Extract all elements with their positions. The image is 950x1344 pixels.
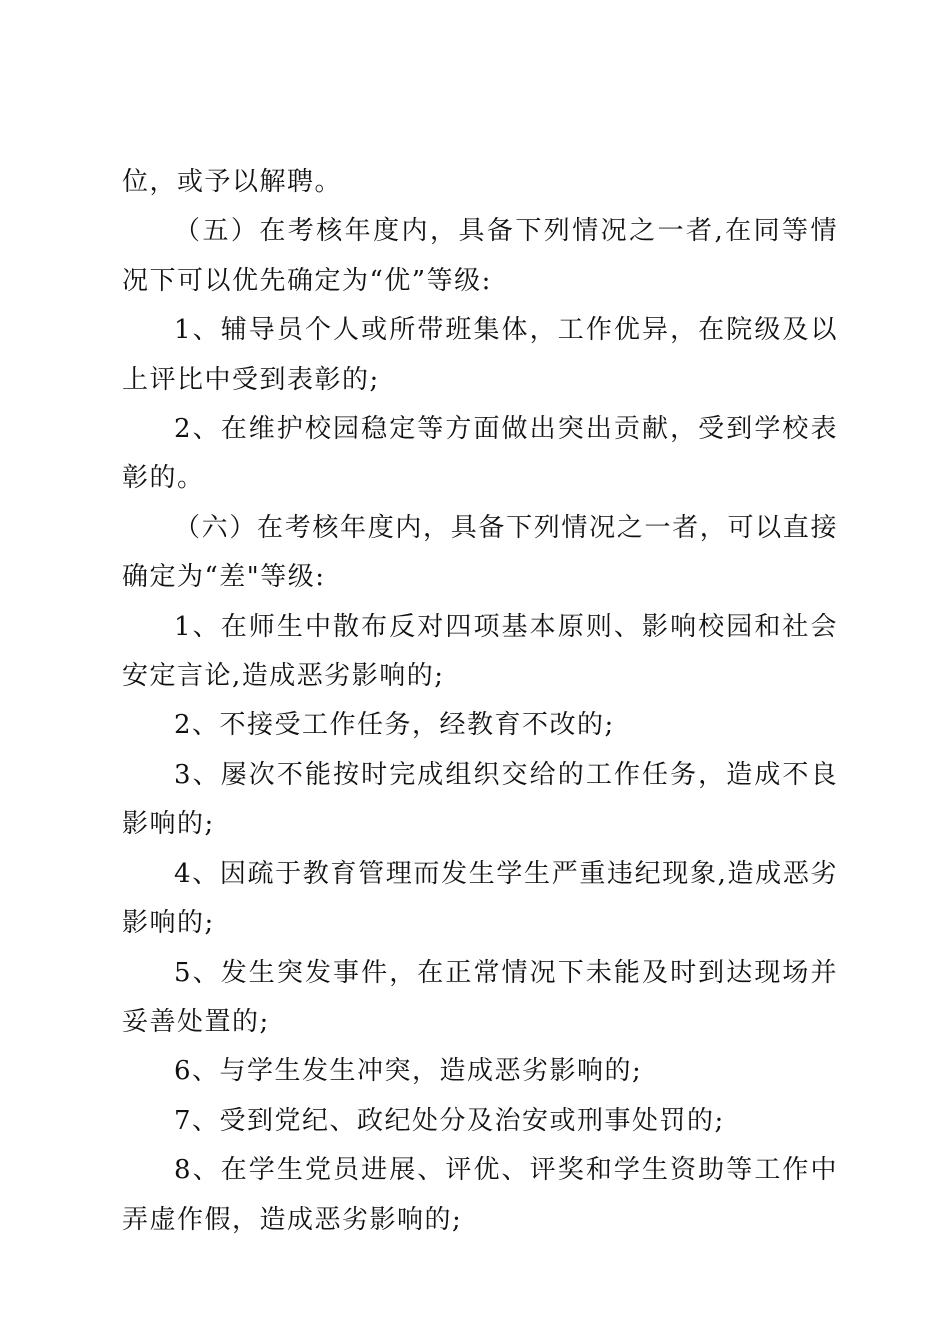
list-item: 2、在维护校园稳定等方面做出突出贡献，受到学校表彰的。 xyxy=(122,414,838,494)
list-item: 1、辅导员个人或所带班集体，工作优异，在院级及以上评比中受到表彰的; xyxy=(122,315,838,395)
paragraph-continuation: 位，或予以解聘。 xyxy=(122,167,343,197)
section-heading-five: （五）在考核年度内，具备下列情况之一者,在同等情况下可以优先确定为“优”等级: xyxy=(122,216,838,296)
list-item: 1、在师生中散布反对四项基本原则、影响校园和社会安定言论,造成恶劣影响的; xyxy=(122,611,838,692)
list-item: 6、与学生发生冲突，造成恶劣影响的; xyxy=(174,1056,643,1087)
list-item: 3、屡次不能按时完成组织交给的工作任务，造成不良影响的; xyxy=(122,759,838,840)
list-item: 4、因疏于教育管理而发生学生严重违纪现象,造成恶劣影响的; xyxy=(122,858,838,939)
section-heading-six: （六）在考核年度内，具备下列情况之一者，可以直接确定为“差"等级: xyxy=(122,512,838,593)
list-item: 7、受到党纪、政纪处分及治安或刑事处罚的; xyxy=(174,1105,725,1136)
list-item: 5、发生突发事件，在正常情况下未能及时到达现场并妥善处置的; xyxy=(122,957,838,1037)
document-body xyxy=(122,158,838,1245)
list-item: 2、不接受工作任务，经教育不改的; xyxy=(174,710,615,741)
list-item: 8、在学生党员进展、评优、评奖和学生资助等工作中弄虚作假，造成恶劣影响的; xyxy=(122,1155,838,1235)
